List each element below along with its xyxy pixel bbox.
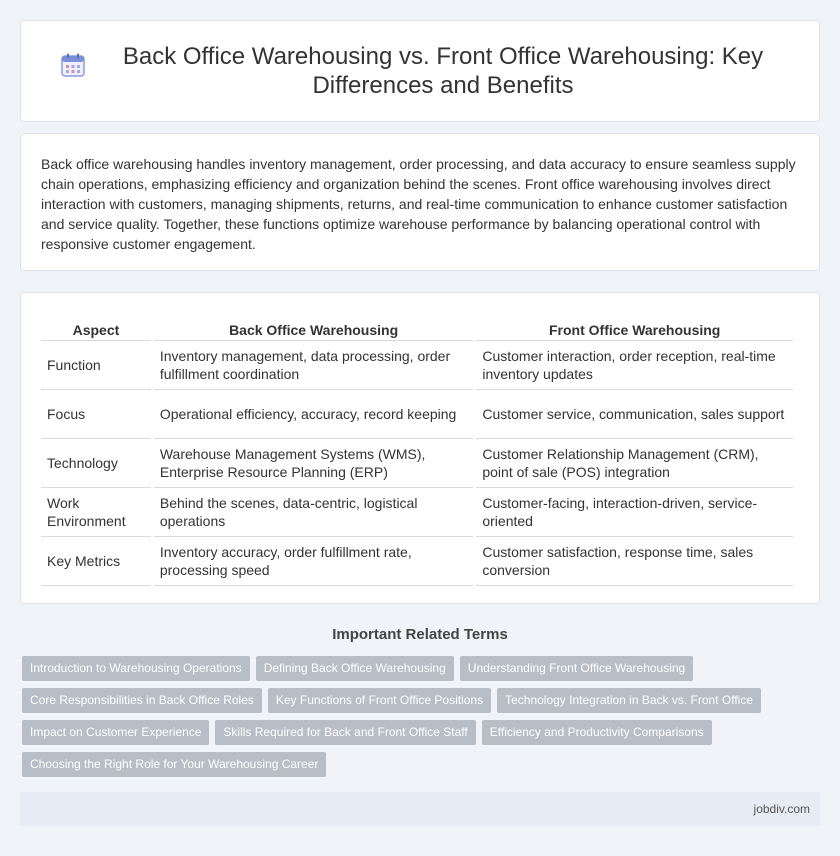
page-title: Back Office Warehousing vs. Front Office Warehousing: Key Differences and Benefits <box>122 43 764 99</box>
cell-back-office: Inventory management, data processing, order fulfillment coordination <box>154 341 474 390</box>
tag-row <box>22 752 822 777</box>
related-term-tag[interactable]: Choosing the Right Role for Your Warehousing Career <box>22 752 326 777</box>
cell-front-office: Customer satisfaction, response time, sales conversion <box>476 537 793 586</box>
cell-aspect: Focus <box>41 390 151 439</box>
related-term-tag[interactable]: Key Functions of Front Office Positions <box>268 688 491 713</box>
table-row <box>41 488 793 537</box>
table-row <box>41 537 793 586</box>
related-terms-title: Important Related Terms <box>332 626 508 643</box>
tag-row <box>22 688 822 713</box>
tag-row <box>22 720 822 745</box>
footer <box>20 792 820 826</box>
related-term-tag[interactable]: Impact on Customer Experience <box>22 720 209 745</box>
header-front-office: Front Office Warehousing <box>476 313 793 341</box>
cell-aspect: Function <box>41 341 151 390</box>
comparison-table <box>38 313 796 586</box>
related-term-tag[interactable]: Understanding Front Office Warehousing <box>460 656 693 681</box>
title-wrap <box>60 42 780 100</box>
related-term-tag[interactable]: Technology Integration in Back vs. Front Office <box>497 688 761 713</box>
cell-back-office: Warehouse Management Systems (WMS), Enterprise Resource Planning (ERP) <box>154 439 474 488</box>
comparison-card <box>20 292 820 604</box>
tag-row <box>22 656 822 681</box>
related-term-tag[interactable]: Core Responsibilities in Back Office Roles <box>22 688 262 713</box>
intro-card <box>20 133 820 271</box>
intro-text: Back office warehousing handles inventory management, order processing, and data accuracy to ensure seamless supply chain operations, emphasizing efficiency and organization behind the scenes. Front office warehousing involves direct interaction with customers, managing shipments, returns, and real-time communication to enhance customer satisfaction and service quality. Together, these functions optimize warehouse performance by balancing operational control with responsive customer engagement. <box>41 156 796 252</box>
table-row <box>41 341 793 390</box>
cell-aspect: Technology <box>41 439 151 488</box>
cell-back-office: Operational efficiency, accuracy, record keeping <box>154 390 474 439</box>
table-header-row <box>41 313 793 341</box>
table-row <box>41 390 793 439</box>
related-terms-list <box>22 656 822 784</box>
related-term-tag[interactable]: Introduction to Warehousing Operations <box>22 656 250 681</box>
cell-front-office: Customer Relationship Management (CRM), point of sale (POS) integration <box>476 439 793 488</box>
related-term-tag[interactable]: Skills Required for Back and Front Office Staff <box>215 720 475 745</box>
calendar-icon <box>60 52 86 78</box>
cell-aspect: Work Environment <box>41 488 151 537</box>
table-row <box>41 439 793 488</box>
cell-front-office: Customer-facing, interaction-driven, service-oriented <box>476 488 793 537</box>
cell-back-office: Inventory accuracy, order fulfillment rate, processing speed <box>154 537 474 586</box>
cell-front-office: Customer service, communication, sales support <box>476 390 793 439</box>
header-aspect: Aspect <box>41 313 151 341</box>
footer-site-link[interactable]: jobdiv.com <box>753 802 810 816</box>
title-card <box>20 20 820 122</box>
related-term-tag[interactable]: Efficiency and Productivity Comparisons <box>482 720 712 745</box>
related-term-tag[interactable]: Defining Back Office Warehousing <box>256 656 454 681</box>
cell-aspect: Key Metrics <box>41 537 151 586</box>
cell-front-office: Customer interaction, order reception, real-time inventory updates <box>476 341 793 390</box>
header-back-office: Back Office Warehousing <box>154 313 474 341</box>
cell-back-office: Behind the scenes, data-centric, logistical operations <box>154 488 474 537</box>
